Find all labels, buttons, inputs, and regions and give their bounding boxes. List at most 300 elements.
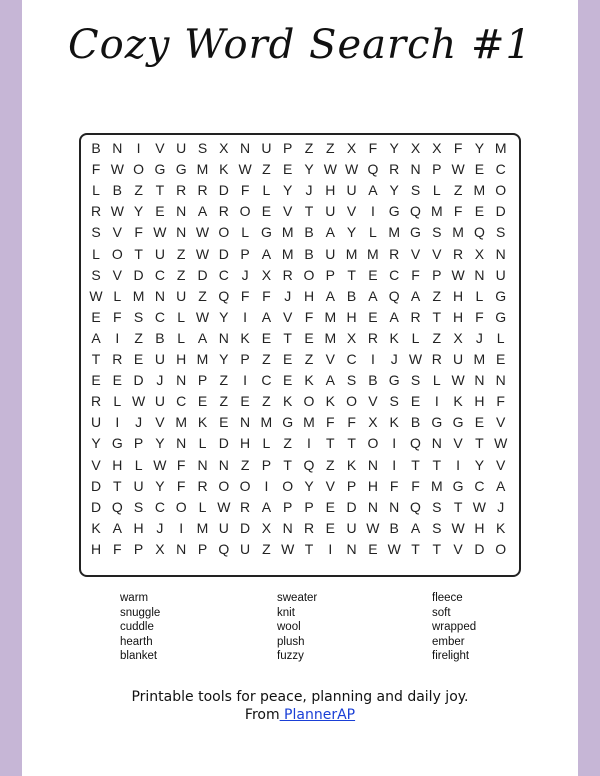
- grid-letter: S: [410, 182, 421, 199]
- word-item: wrapped: [432, 621, 477, 633]
- grid-letter: T: [304, 540, 314, 557]
- grid-letter: D: [218, 182, 229, 199]
- grid-letter: Z: [304, 140, 314, 156]
- grid-letter: C: [261, 372, 272, 389]
- grid-letter: E: [261, 203, 272, 220]
- grid-letter: N: [154, 287, 165, 304]
- grid-letter: F: [240, 287, 250, 304]
- grid-letter: D: [474, 540, 485, 557]
- grid-letter: U: [154, 351, 165, 367]
- grid-letter: N: [495, 245, 506, 262]
- grid-letter: N: [197, 456, 208, 473]
- grid-letter: I: [434, 393, 439, 410]
- grid-letter: D: [346, 498, 357, 515]
- grid-letter: P: [197, 540, 208, 557]
- grid-letter: X: [219, 140, 229, 156]
- grid-letter: A: [91, 329, 101, 346]
- grid-letter: G: [410, 224, 421, 241]
- grid-letter: G: [175, 161, 187, 178]
- page-title: Cozy Word Search #1: [68, 22, 532, 68]
- word-item: hearth: [120, 635, 153, 648]
- grid-letter: F: [113, 308, 122, 325]
- grid-letter: E: [325, 498, 335, 515]
- grid-letter: H: [346, 308, 357, 325]
- grid-letter: B: [389, 519, 399, 536]
- grid-letter: T: [113, 477, 122, 494]
- grid-letter: O: [495, 540, 507, 557]
- grid-letter: E: [474, 203, 485, 220]
- grid-letter: D: [218, 245, 229, 262]
- grid-letter: Z: [326, 456, 335, 473]
- grid-letter: N: [346, 540, 357, 557]
- grid-letter: Z: [219, 372, 229, 389]
- grid-letter: K: [389, 329, 399, 346]
- grid-letter: I: [243, 372, 248, 389]
- grid-letter: L: [262, 182, 271, 199]
- grid-letter: C: [495, 161, 506, 178]
- grid-letter: E: [325, 519, 335, 536]
- grid-letter: I: [115, 414, 120, 431]
- grid-letter: K: [496, 519, 506, 536]
- grid-letter: O: [133, 161, 145, 178]
- grid-letter: P: [240, 245, 250, 262]
- grid-letter: N: [112, 140, 123, 156]
- grid-letter: W: [451, 372, 465, 389]
- grid-letter: V: [368, 393, 378, 410]
- grid-letter: C: [154, 498, 165, 515]
- grid-letter: J: [284, 287, 292, 304]
- grid-letter: I: [307, 435, 311, 452]
- grid-letter: E: [197, 393, 208, 410]
- grid-letter: Z: [453, 182, 463, 199]
- word-column-2: [277, 591, 317, 664]
- grid-letter: L: [496, 329, 505, 346]
- grid-letter: A: [197, 203, 208, 220]
- grid-letter: W: [89, 287, 103, 304]
- grid-letter: F: [326, 414, 335, 431]
- grid-letter: A: [325, 224, 335, 241]
- grid-letter: N: [218, 329, 229, 346]
- grid-letter: S: [496, 224, 506, 241]
- grid-letter: W: [217, 498, 231, 515]
- grid-letter: V: [91, 456, 101, 473]
- grid-letter: P: [346, 477, 357, 494]
- grid-letter: N: [176, 435, 187, 452]
- grid-letter: P: [240, 351, 250, 367]
- grid-letter: Q: [218, 287, 230, 304]
- grid-letter: G: [388, 372, 400, 389]
- grid-letter: R: [197, 182, 208, 199]
- footer-from: From: [244, 707, 280, 723]
- grid-letter: W: [195, 245, 210, 262]
- word-item: ember: [432, 635, 465, 648]
- grid-letter: I: [456, 456, 461, 473]
- grid-letter: W: [195, 308, 210, 325]
- grid-letter: U: [154, 245, 165, 262]
- grid-letter: T: [91, 351, 101, 367]
- grid-letter: R: [112, 351, 123, 367]
- grid-letter: M: [367, 245, 379, 262]
- grid-letter: N: [176, 224, 187, 241]
- grid-letter: A: [261, 498, 272, 515]
- grid-letter: S: [91, 224, 101, 241]
- grid-letter: L: [92, 182, 100, 199]
- grid-letter: V: [496, 414, 506, 431]
- grid-letter: Z: [432, 287, 442, 304]
- grid-letter: E: [283, 351, 293, 367]
- grid-letter: U: [453, 351, 464, 367]
- grid-letter: F: [496, 393, 505, 410]
- grid-letter: H: [474, 393, 485, 410]
- grid-letter: E: [155, 203, 165, 220]
- grid-letter: I: [264, 477, 269, 494]
- grid-letter: B: [368, 372, 378, 389]
- grid-letter: G: [495, 287, 507, 304]
- grid-letter: T: [347, 435, 356, 452]
- word-search-grid: [79, 133, 521, 577]
- grid-letter: F: [347, 414, 356, 431]
- grid-letter: E: [91, 308, 101, 325]
- grid-letter: W: [387, 540, 401, 557]
- grid-letter: E: [91, 372, 101, 389]
- grid-letter: O: [111, 245, 123, 262]
- grid-letter: I: [115, 329, 120, 346]
- grid-letter: X: [346, 329, 357, 346]
- grid-letter: J: [135, 414, 143, 431]
- grid-letter: Y: [219, 351, 229, 367]
- grid-letter: J: [497, 498, 505, 515]
- grid-letter: O: [303, 266, 315, 283]
- grid-letter: E: [474, 161, 485, 178]
- grid-letter: Z: [134, 329, 143, 346]
- grid-letter: C: [176, 393, 187, 410]
- grid-letter: I: [370, 351, 375, 367]
- grid-letter: V: [453, 540, 463, 557]
- grid-letter: A: [261, 308, 272, 325]
- grid-letter: H: [367, 477, 378, 494]
- grid-letter: F: [91, 161, 101, 178]
- grid-letter: H: [133, 519, 144, 536]
- grid-letter: K: [91, 519, 101, 536]
- grid-letter: M: [494, 140, 507, 156]
- grid-letter: W: [238, 161, 252, 178]
- grid-letter: W: [153, 456, 167, 473]
- grid-letter: F: [389, 477, 399, 494]
- grid-letter: I: [392, 435, 397, 452]
- grid-letter: O: [346, 393, 358, 410]
- grid-letter: O: [303, 393, 315, 410]
- grid-letter: X: [432, 140, 442, 156]
- grid-letter: F: [304, 308, 314, 325]
- grid-letter: F: [411, 477, 420, 494]
- grid-letter: F: [453, 203, 463, 220]
- grid-letter: A: [368, 182, 378, 199]
- grid-letter: S: [346, 372, 357, 389]
- grid-letter: G: [388, 203, 400, 220]
- grid-letter: C: [389, 266, 400, 283]
- grid-letter: T: [155, 182, 165, 199]
- grid-letter: N: [474, 266, 485, 283]
- grid-letter: V: [410, 245, 421, 262]
- grid-letter: O: [218, 224, 230, 241]
- grid-letter: R: [431, 351, 442, 367]
- grid-letter: Y: [155, 435, 165, 452]
- grid-letter: S: [432, 498, 442, 515]
- grid-letter: X: [453, 329, 463, 346]
- grid-letter: Z: [283, 435, 292, 452]
- grid-letter: J: [475, 329, 483, 346]
- grid-letter: X: [261, 519, 272, 536]
- grid-letter: P: [283, 498, 293, 515]
- grid-letter: R: [197, 477, 208, 494]
- word-item: fleece: [432, 592, 463, 604]
- grid-letter: J: [156, 519, 164, 536]
- grid-letter: S: [91, 266, 101, 283]
- grid-letter: Y: [304, 477, 314, 494]
- word-item: wool: [277, 621, 301, 633]
- grid-letter: Q: [410, 498, 421, 515]
- grid-letter: A: [496, 477, 506, 494]
- grid-letter: B: [91, 140, 101, 156]
- grid-letter: M: [196, 351, 209, 367]
- grid-letter: F: [262, 287, 271, 304]
- grid-letter: R: [389, 245, 400, 262]
- grid-letter: U: [176, 287, 187, 304]
- grid-letter: K: [283, 393, 293, 410]
- grid-letter: V: [112, 224, 122, 241]
- grid-letter: C: [474, 477, 485, 494]
- plannerap-link[interactable]: PlannerAP: [279, 707, 356, 723]
- grid-letter: L: [368, 224, 377, 241]
- grid-letter: W: [494, 435, 508, 452]
- grid-letter: E: [368, 266, 378, 283]
- grid-letter: M: [452, 224, 464, 241]
- grid-letter: P: [432, 161, 442, 178]
- grid-letter: A: [112, 519, 122, 536]
- grid-letter: Z: [432, 329, 442, 346]
- grid-letter: G: [111, 435, 123, 452]
- grid-letter: S: [133, 308, 144, 325]
- grid-letter: M: [196, 519, 209, 536]
- grid-letter: D: [240, 519, 251, 536]
- grid-letter: W: [472, 498, 486, 515]
- grid-letter: Y: [474, 140, 485, 156]
- grid-letter: R: [240, 498, 251, 515]
- grid-letter: T: [411, 540, 420, 557]
- grid-letter: B: [155, 329, 165, 346]
- grid-letter: W: [323, 161, 337, 178]
- grid-letter: V: [283, 308, 293, 325]
- word-item: blanket: [120, 650, 158, 662]
- word-item: firelight: [432, 650, 470, 662]
- grid-letter: E: [219, 414, 229, 431]
- grid-letter: Z: [262, 161, 271, 178]
- grid-letter: Q: [388, 287, 400, 304]
- grid-letter: O: [367, 435, 379, 452]
- grid-letter: V: [432, 245, 442, 262]
- grid-letter: R: [176, 182, 187, 199]
- grid-letter: E: [474, 414, 485, 431]
- grid-letter: M: [132, 287, 145, 304]
- grid-letter: L: [262, 435, 271, 452]
- word-item: fuzzy: [277, 650, 304, 662]
- grid-letter: A: [389, 308, 399, 325]
- grid-letter: Q: [367, 161, 379, 178]
- grid-letter: H: [474, 519, 485, 536]
- grid-letter: N: [240, 140, 251, 156]
- grid-letter: S: [197, 140, 208, 156]
- grid-letter: L: [113, 393, 122, 410]
- grid-letter: F: [453, 140, 463, 156]
- grid-letter: L: [134, 456, 143, 473]
- grid-letter: H: [240, 435, 251, 452]
- grid-letter: I: [243, 308, 248, 325]
- grid-letter: W: [281, 540, 295, 557]
- grid-letter: W: [366, 519, 380, 536]
- grid-letter: Y: [346, 224, 357, 241]
- grid-letter: R: [90, 393, 102, 410]
- grid-letter: H: [453, 308, 464, 325]
- grid-letter: L: [198, 498, 207, 515]
- grid-letter: Y: [219, 308, 229, 325]
- grid-letter: Z: [240, 456, 250, 473]
- grid-letter: C: [346, 351, 357, 367]
- grid-letter: Z: [304, 351, 314, 367]
- grid-letter: L: [113, 287, 122, 304]
- grid-letter: Y: [133, 203, 144, 220]
- grid-letter: T: [304, 203, 314, 220]
- grid-letter: I: [179, 519, 184, 536]
- grid-letter: A: [368, 287, 378, 304]
- grid-letter: Y: [155, 477, 165, 494]
- grid-letter: L: [241, 224, 249, 241]
- grid-letter: Y: [91, 435, 101, 452]
- grid-letter: N: [176, 372, 187, 389]
- grid-letter: Y: [283, 182, 293, 199]
- grid-letter: N: [367, 456, 378, 473]
- grid-letter: D: [90, 498, 102, 515]
- grid-letter: Z: [219, 393, 229, 410]
- grid-letter: N: [431, 435, 442, 452]
- footer-tagline: Printable tools for peace, planning and daily joy.: [131, 689, 469, 705]
- grid-letter: E: [112, 372, 122, 389]
- grid-letter: U: [133, 477, 144, 494]
- grid-letter: T: [453, 498, 463, 515]
- grid-letter: T: [283, 456, 292, 473]
- grid-letter: E: [368, 308, 378, 325]
- word-item: warm: [120, 592, 149, 604]
- grid-letter: W: [195, 224, 210, 241]
- grid-letter: R: [367, 329, 378, 346]
- grid-letter: E: [133, 351, 144, 367]
- grid-letter: E: [410, 393, 421, 410]
- grid-letter: R: [453, 245, 464, 262]
- grid-letter: X: [346, 140, 357, 156]
- letter-grid: [81, 135, 519, 575]
- grid-letter: V: [325, 477, 335, 494]
- grid-letter: M: [196, 161, 209, 178]
- grid-letter: V: [325, 351, 335, 367]
- word-item: knit: [277, 606, 295, 619]
- grid-letter: W: [451, 161, 465, 178]
- grid-letter: U: [90, 414, 102, 431]
- grid-letter: W: [451, 266, 465, 283]
- grid-letter: K: [453, 393, 463, 410]
- grid-letter: L: [92, 245, 100, 262]
- grid-letter: G: [282, 414, 294, 431]
- grid-letter: L: [432, 182, 441, 199]
- grid-letter: I: [370, 203, 375, 220]
- grid-letter: X: [410, 140, 421, 156]
- grid-letter: M: [324, 308, 337, 325]
- word-list: [22, 591, 578, 671]
- word-item: plush: [277, 635, 305, 648]
- word-item: sweater: [277, 592, 318, 604]
- grid-letter: X: [368, 414, 378, 431]
- grid-letter: M: [175, 414, 188, 431]
- grid-letter: M: [430, 477, 443, 494]
- grid-letter: E: [283, 372, 293, 389]
- grid-letter: N: [389, 498, 400, 515]
- grid-letter: G: [495, 308, 507, 325]
- grid-letter: A: [261, 245, 272, 262]
- grid-letter: K: [304, 372, 314, 389]
- grid-letter: R: [410, 308, 421, 325]
- grid-letter: O: [239, 477, 251, 494]
- grid-letter: V: [155, 414, 165, 431]
- grid-letter: T: [326, 435, 335, 452]
- grid-letter: T: [411, 456, 420, 473]
- grid-letter: L: [198, 435, 207, 452]
- grid-letter: A: [410, 287, 421, 304]
- grid-letter: D: [133, 266, 144, 283]
- word-item: cuddle: [120, 621, 154, 633]
- grid-letter: L: [432, 372, 441, 389]
- grid-letter: A: [325, 287, 335, 304]
- grid-letter: T: [475, 435, 484, 452]
- grid-letter: W: [131, 393, 146, 410]
- grid-letter: A: [325, 372, 335, 389]
- grid-letter: Q: [218, 540, 230, 557]
- grid-letter: P: [133, 435, 144, 452]
- grid-letter: P: [197, 372, 208, 389]
- grid-letter: S: [389, 393, 399, 410]
- grid-letter: F: [475, 308, 484, 325]
- grid-letter: X: [261, 266, 272, 283]
- grid-letter: K: [325, 393, 335, 410]
- grid-letter: T: [432, 540, 442, 557]
- grid-letter: P: [133, 540, 144, 557]
- grid-letter: D: [90, 477, 102, 494]
- grid-letter: F: [176, 456, 186, 473]
- grid-letter: O: [175, 498, 187, 515]
- word-item: soft: [432, 606, 451, 619]
- grid-letter: V: [453, 435, 463, 452]
- grid-letter: U: [240, 540, 251, 557]
- grid-letter: X: [155, 540, 165, 557]
- grid-letter: G: [260, 224, 272, 241]
- grid-letter: U: [325, 203, 336, 220]
- grid-letter: D: [495, 203, 506, 220]
- grid-letter: U: [261, 140, 272, 156]
- grid-letter: V: [155, 140, 165, 156]
- grid-letter: R: [90, 203, 102, 220]
- grid-letter: L: [411, 329, 420, 346]
- grid-letter: D: [197, 266, 208, 283]
- grid-letter: S: [432, 519, 442, 536]
- grid-letter: T: [432, 456, 442, 473]
- grid-letter: H: [90, 540, 102, 557]
